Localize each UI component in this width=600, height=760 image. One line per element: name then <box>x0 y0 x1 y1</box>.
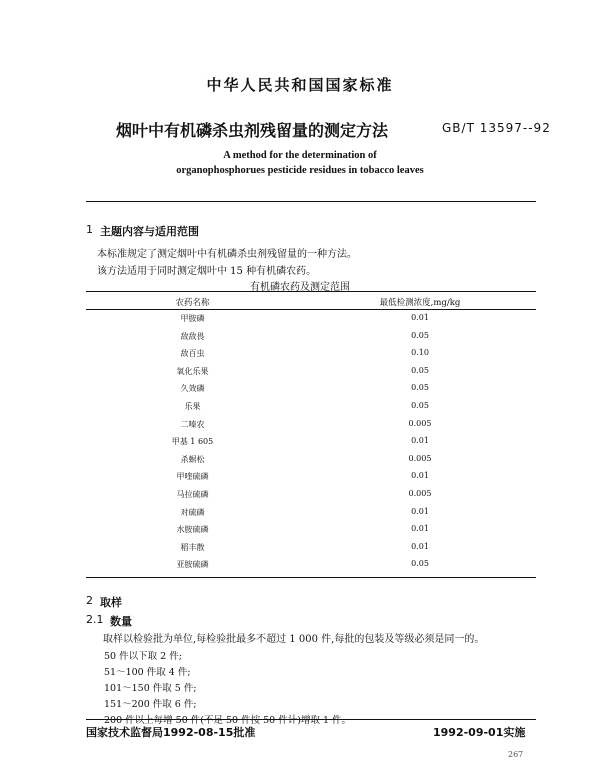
table-cell-min-concentration: 0.005 <box>408 489 432 498</box>
table-cell-min-concentration: 0.05 <box>411 401 429 410</box>
section-2-number: 2 <box>86 594 93 607</box>
table-cell-pesticide-name: 杀螟松 <box>180 454 205 464</box>
table-bottom-rule <box>86 577 536 578</box>
table-caption: 有机磷农药及测定范围 <box>250 282 350 293</box>
table-cell-min-concentration: 0.05 <box>411 383 429 393</box>
footer-divider <box>86 719 536 720</box>
sampling-rule-5: 200 件以上每增 50 件(不足 50 件按 50 件计)增取 1 件。 <box>104 715 352 726</box>
section-1-paragraph-1: 本标准规定了测定烟叶中有机磷杀虫剂残留量的一种方法。 <box>97 249 357 260</box>
table-header-rule <box>86 309 536 310</box>
table-cell-min-concentration: 0.005 <box>408 418 432 428</box>
table-cell-pesticide-name: 马拉硫磷 <box>176 490 209 499</box>
table-cell-min-concentration: 0.01 <box>411 524 429 534</box>
table-cell-pesticide-name: 乐果 <box>184 402 201 411</box>
section-1-title: 主题内容与适用范围 <box>100 225 199 238</box>
section-2-title: 取样 <box>100 596 122 609</box>
section-2-1-number: 2.1 <box>86 613 104 626</box>
table-cell-pesticide-name: 氧化乐果 <box>176 366 209 376</box>
sampling-rule-3: 101～150 件取 5 件; <box>104 683 197 694</box>
section-2-1-paragraph: 取样以检验批为单位,每检验批最多不超过 1 000 件,每批的包装及等级必须是同一的。 <box>103 634 485 645</box>
implementation-date: 1992-09-01实施 <box>433 726 526 739</box>
sampling-rule-4: 151～200 件取 6 件; <box>104 699 197 710</box>
sampling-rule-1: 50 件以下取 2 件; <box>104 651 182 662</box>
standard-code: GB/T 13597--92 <box>442 121 551 135</box>
section-2-1-title: 数量 <box>110 615 132 628</box>
approval-date: 国家技术监督局1992-08-15批准 <box>86 726 256 739</box>
standard-title: 烟叶中有机磷杀虫剂残留量的测定方法 <box>116 121 389 140</box>
table-cell-pesticide-name: 甲胺磷 <box>180 314 205 323</box>
table-cell-min-concentration: 0.05 <box>411 365 429 375</box>
english-title-line-2: organophosphorues pesticide residues in tobacco leaves <box>176 165 424 176</box>
table-cell-pesticide-name: 敌敌畏 <box>180 331 205 341</box>
table-cell-min-concentration: 0.10 <box>411 348 429 358</box>
table-cell-min-concentration: 0.05 <box>411 330 429 340</box>
table-cell-min-concentration: 0.01 <box>411 541 429 551</box>
table-top-rule <box>86 291 536 292</box>
table-header-min-concentration: 最低检测浓度,mg/kg <box>379 298 461 308</box>
table-cell-min-concentration: 0.005 <box>408 453 432 463</box>
table-header-pesticide-name: 农药名称 <box>175 298 210 308</box>
national-standard-heading: 中华人民共和国国家标准 <box>206 76 394 94</box>
table-cell-pesticide-name: 甲基 1 605 <box>171 437 214 447</box>
table-cell-pesticide-name: 稻丰散 <box>180 542 205 552</box>
table-cell-min-concentration: 0.01 <box>411 471 429 481</box>
section-1-number: 1 <box>86 223 93 236</box>
sampling-rule-2: 51～100 件取 4 件; <box>104 667 191 678</box>
table-cell-min-concentration: 0.01 <box>411 506 429 516</box>
header-divider <box>86 201 536 202</box>
table-cell-pesticide-name: 久效磷 <box>180 384 205 394</box>
table-cell-min-concentration: 0.05 <box>411 559 429 569</box>
table-cell-min-concentration: 0.01 <box>411 313 429 322</box>
table-cell-pesticide-name: 二嗪农 <box>180 419 205 429</box>
table-cell-pesticide-name: 甲喹硫磷 <box>176 472 209 482</box>
table-cell-pesticide-name: 敌百虫 <box>180 349 205 359</box>
table-cell-pesticide-name: 水胺硫磷 <box>176 525 209 535</box>
table-cell-pesticide-name: 对硫磷 <box>180 507 205 517</box>
table-cell-pesticide-name: 亚胺硫磷 <box>176 560 209 570</box>
page-number: 267 <box>508 750 524 759</box>
english-title-line-1: A method for the determination of <box>223 150 377 161</box>
table-cell-min-concentration: 0.01 <box>411 436 429 446</box>
section-1-paragraph-2: 该方法适用于同时测定烟叶中 15 种有机磷农药。 <box>97 266 317 277</box>
